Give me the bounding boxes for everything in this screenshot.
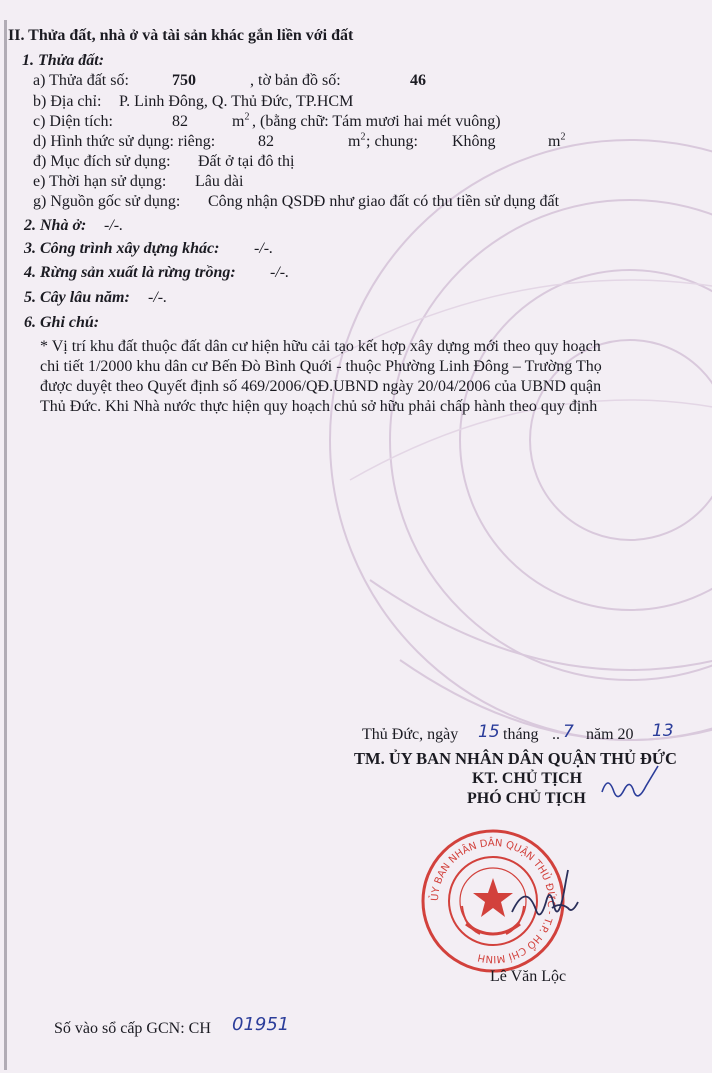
seal-text: ỦY BAN NHÂN DÂN QUẬN THỦ ĐỨC - T.P. HỒ CHÍ MINH [429,837,557,965]
initials-signature [598,762,664,808]
usage-private-unit: $m^2$ [348,131,366,150]
origin-value: Công nhận QSDĐ như giao đất có thu tiền sử dụng đất [208,193,560,210]
area-value: 82 [172,113,188,130]
area-unit: $m^2$ [232,111,250,130]
address-label: b) Địa chỉ: [33,93,102,110]
left-border-line [4,20,7,1070]
house-heading: 2. Nhà ở: [24,217,87,234]
perennial-trees-value: -/-. [148,289,168,306]
signer-role-1: KT. CHỦ TỊCH [472,770,583,787]
purpose-label: đ) Mục đích sử dụng: [33,153,171,170]
signer-role-2: PHÓ CHỦ TỊCH [467,790,586,807]
main-signature [506,862,586,934]
address-value: P. Linh Đông, Q. Thủ Đức, TP.HCM [119,93,354,110]
signer-name: Lê Văn Lộc [490,968,567,985]
term-label: e) Thời hạn sử dụng: [33,173,167,190]
origin-label: g) Nguồn gốc sử dụng: [33,193,181,210]
date-year-label: năm 20 [586,726,634,743]
other-construction-value: -/-. [254,240,274,257]
note-line-1: * Vị trí khu đất thuộc đất dân cư hiện hữu cải tạo kết hợp xây dựng mới theo quy hoạch [40,338,601,355]
land-heading: 1. Thửa đất: [22,52,105,69]
section-title: II. Thửa đất, nhà ở và tài sản khác gắn liền với đất [8,27,354,44]
usage-form-label: d) Hình thức sử dụng: riêng: [33,133,216,150]
date-place-label: Thủ Đức, ngày [362,726,459,743]
map-sheet-label: , tờ bản đồ số: [250,72,341,89]
registry-number: 01951 [232,1014,290,1035]
date-day: 15 [478,722,500,742]
registry-label: Số vào sổ cấp GCN: CH [54,1020,211,1037]
house-value: -/-. [104,217,124,234]
usage-shared-unit: $m^2$ [548,131,566,150]
note-line-4: Thủ Đức. Khi Nhà nước thực hiện quy hoạch chủ sở hữu phải chấp hành theo quy định [40,398,598,415]
note-line-2: chi tiết 1/2000 khu dân cư Bến Đò Bình Quới - thuộc Phường Linh Đông – Trường Thọ [40,358,602,375]
forest-value: -/-. [270,264,290,281]
date-month-dots: .. [552,726,560,743]
map-sheet-number: 46 [410,72,426,89]
term-value: Lâu dài [195,173,244,190]
date-year-suffix: 13 [652,721,674,741]
area-label: c) Diện tích: [33,113,113,130]
parcel-label: a) Thửa đất số: [33,72,129,89]
forest-heading: 4. Rừng sản xuất là rừng trồng: [24,264,236,281]
date-month: 7 [563,722,574,742]
date-month-label: tháng [503,726,539,743]
perennial-trees-heading: 5. Cây lâu năm: [24,289,130,306]
usage-shared-label: ; chung: [366,133,418,150]
notes-heading: 6. Ghi chú: [24,314,100,331]
purpose-value: Đất ở tại đô thị [198,153,295,170]
usage-private-value: 82 [258,133,274,150]
other-construction-heading: 3. Công trình xây dựng khác: [24,240,220,257]
area-in-words: , (bằng chữ: Tám mươi hai mét vuông) [252,113,501,130]
usage-shared-value: Không [452,133,496,150]
note-line-3: được duyệt theo Quyết định số 469/2006/QĐ.UBND ngày 20/04/2006 của UBND quận [40,378,602,395]
parcel-number: 750 [172,72,196,89]
issuing-authority: TM. ỦY BAN NHÂN DÂN QUẬN THỦ ĐỨC [354,749,677,768]
